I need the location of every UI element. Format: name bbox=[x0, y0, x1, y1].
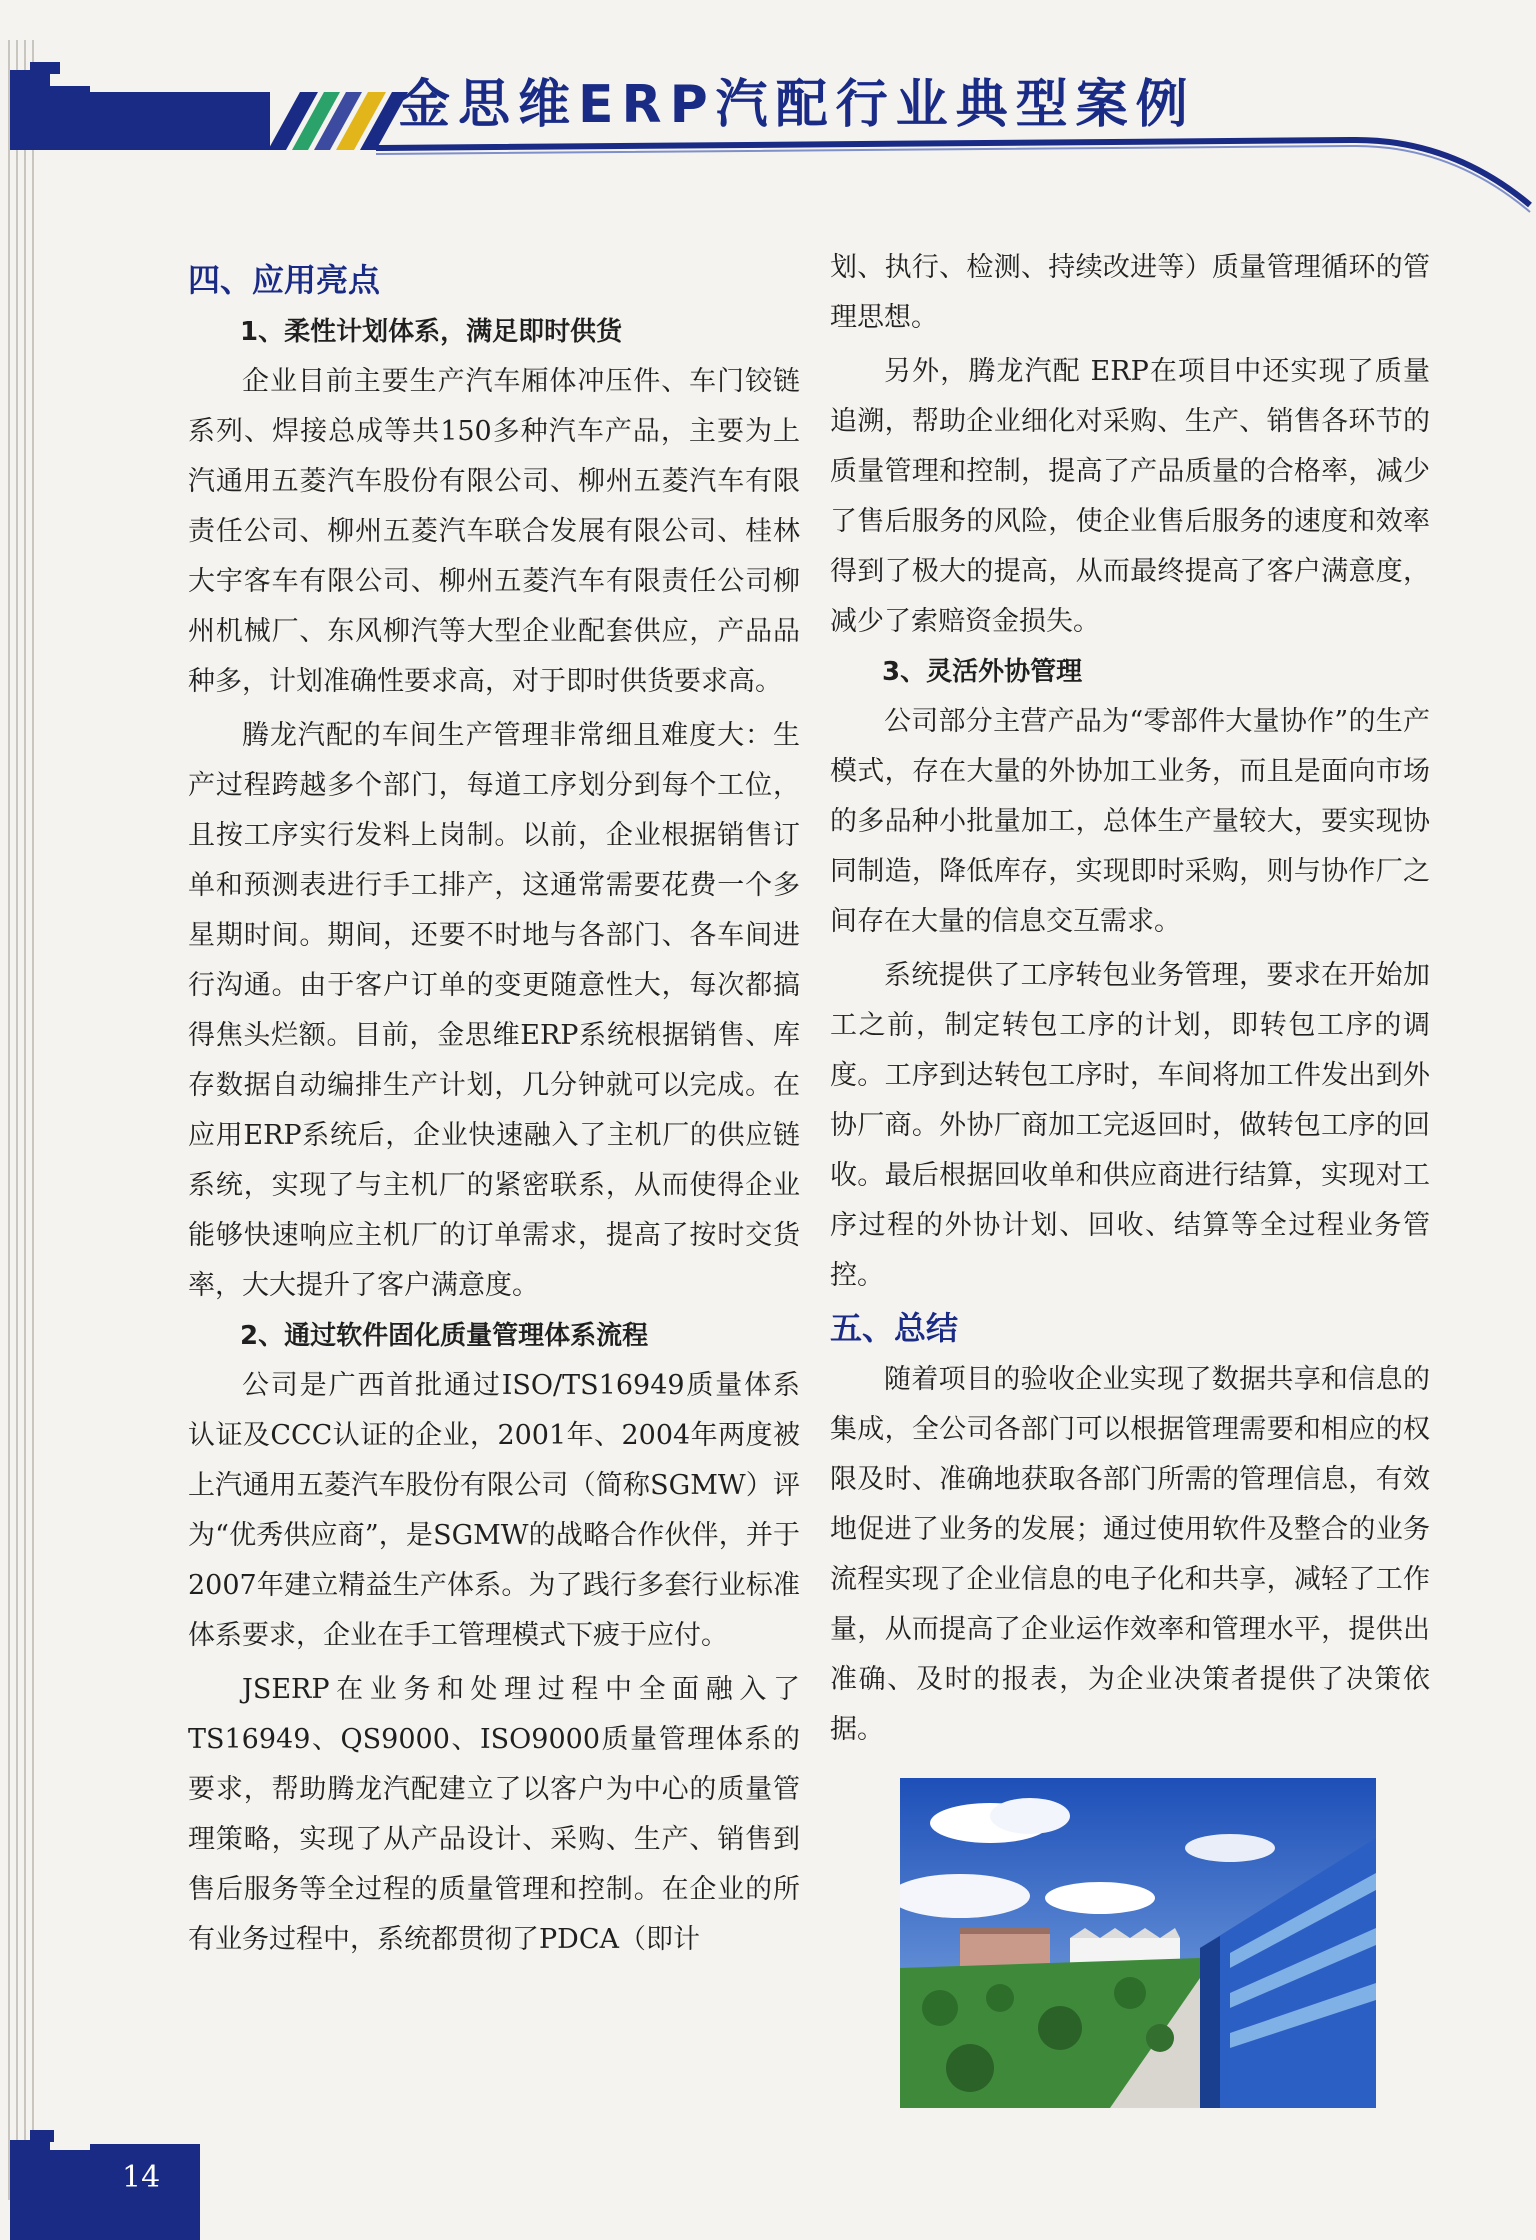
left-column bbox=[188, 253, 800, 1965]
section-heading-summary: 五、总结 bbox=[830, 1309, 959, 1347]
page-header bbox=[0, 0, 1536, 230]
paragraph-certification: 公司是广西首批通过ISO/TS16949质量体系认证及CCC认证的企业，2001年、2004年两度被上汽通用五菱汽车股份有限公司（简称SGMW）评为“优秀供应商”，是SGMW的战略合作伙伴，并于2007年建立精益生产体系。为了践行多套行业标准体系要求，企业在手工管理模式下疲于应付。 bbox=[188, 1370, 800, 1651]
page-number: 14 bbox=[122, 2160, 161, 2195]
paragraph-subcontract-management: 系统提供了工序转包业务管理，要求在开始加工之前，制定转包工序的计划，即转包工序的调度。工序到达转包工序时，车间将加工件发出到外协厂商。外协厂商加工完返回时，做转包工序的回收。最后根据回收单和供应商进行结算，实现对工序过程的外协计划、回收、结算等全过程业务管控。 bbox=[830, 960, 1430, 1291]
subheading-quality-process: 2、通过软件固化质量管理体系流程 bbox=[240, 1321, 649, 1351]
paragraph-workshop-management: 腾龙汽配的车间生产管理非常细且难度大：生产过程跨越多个部门，每道工序划分到每个工位，且按工序实行发料上岗制。以前，企业根据销售订单和预测表进行手工排产，这通常需要花费一个多星期时间。期间，还要不时地与各部门、各车间进行沟通。由于客户订单的变更随意性大，每次都搞得焦头烂额。目前，金思维ERP系统根据销售、库存数据自动编排生产计划，几分钟就可以完成。在应用ERP系统后，企业快速融入了主机厂的供应链系统，实现了与主机厂的紧密联系，从而使得企业能够快速响应主机厂的订单需求，提高了按时交货率，大大提升了客户满意度。 bbox=[188, 720, 800, 1301]
factory-illustration bbox=[900, 1778, 1376, 2108]
paragraph-products: 企业目前主要生产汽车厢体冲压件、车门铰链系列、焊接总成等共150多种汽车产品，主要为上汽通用五菱汽车股份有限公司、柳州五菱汽车有限责任公司、柳州五菱汽车联合发展有限公司、桂林大宇客车有限公司、柳州五菱汽车有限责任公司柳州机械厂、东风柳汽等大型企业配套供应，产品品种多，计划准确性要求高，对于即时供货要求高。 bbox=[188, 366, 800, 697]
subheading-outsourcing: 3、灵活外协管理 bbox=[882, 657, 1083, 687]
section-heading-highlights: 四、应用亮点 bbox=[188, 261, 381, 299]
factory-photo bbox=[900, 1778, 1376, 2108]
subheading-flexible-planning: 1、柔性计划体系，满足即时供货 bbox=[240, 317, 623, 347]
paragraph-collaboration-mode: 公司部分主营产品为“零部件大量协作”的生产模式，存在大量的外协加工业务，而且是面向市场的多品种小批量加工，总体生产量较大，要实现协同制造，降低库存，实现即时采购，则与协作厂之间存在大量的信息交互需求。 bbox=[830, 706, 1430, 937]
paragraph-summary: 随着项目的验收企业实现了数据共享和信息的集成，全公司各部门可以根据管理需要和相应的权限及时、准确地获取各部门所需的管理信息，有效地促进了业务的发展；通过使用软件及整合的业务流程实现了企业信息的电子化和共享，减轻了工作量，从而提高了企业运作效率和管理水平，提供出准确、及时的报表，为企业决策者提供了决策依据。 bbox=[830, 1364, 1430, 1745]
paragraph-quality-traceability: 另外，腾龙汽配 ERP在项目中还实现了质量追溯，帮助企业细化对采购、生产、销售各环节的质量管理和控制，提高了产品质量的合格率，减少了售后服务的风险，使企业售后服务的速度和效率得到了极大的提高，从而最终提高了客户满意度，减少了索赔资金损失。 bbox=[830, 356, 1430, 637]
paragraph-pdca-continued: 划、执行、检测、持续改进等）质量管理循环的管理思想。 bbox=[830, 252, 1430, 333]
header-title: 金思维ERP汽配行业典型案例 bbox=[398, 75, 1196, 135]
paragraph-jserp-quality: JSERP在业务和处理过程中全面融入了TS16949、QS9000、ISO9000质量管理体系的要求，帮助腾龙汽配建立了以客户为中心的质量管理策略，实现了从产品设计、采购、生产、销售到售后服务等全过程的质量管理和控制。在企业的所有业务过程中，系统都贯彻了PDCA（即计 bbox=[188, 1674, 800, 1955]
right-column bbox=[830, 243, 1430, 1755]
page-stack-edges bbox=[0, 0, 60, 2240]
